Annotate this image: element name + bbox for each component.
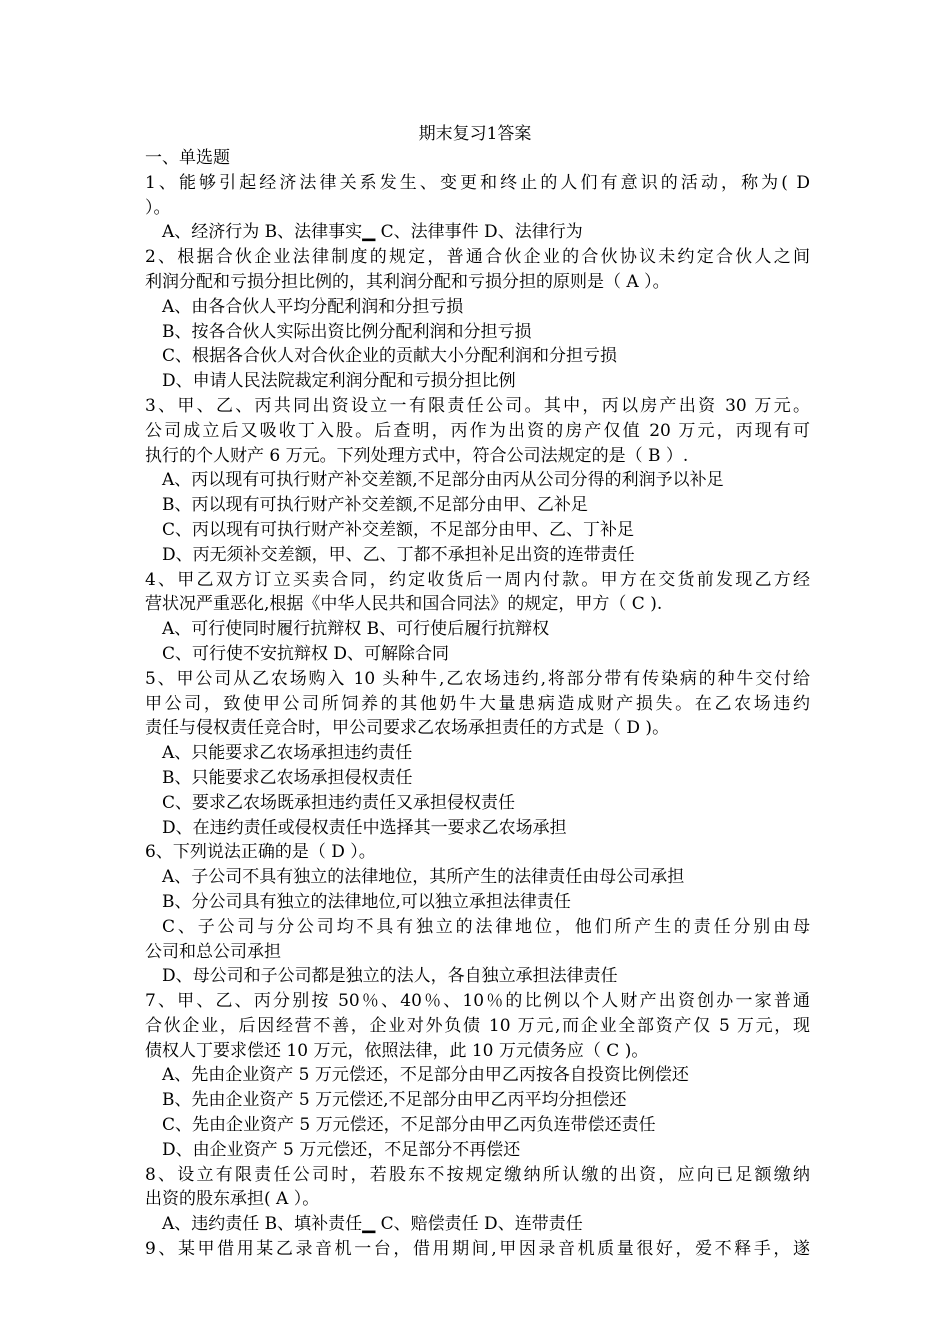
text-line: D、在违约责任或侵权责任中选择其一要求乙农场承担: [162, 817, 567, 838]
page-title: 期末复习1答案: [418, 124, 532, 144]
text-line: B、先由企业资产 5 万元偿还,不足部分由甲乙丙平均分担偿还: [162, 1090, 627, 1111]
text-line: A、先由企业资产 5 万元偿还，不足部分由甲乙丙按各自投资比例偿还: [162, 1065, 689, 1086]
text-line: C、可行使不安抗辩权 D、可解除合同: [162, 643, 450, 664]
text-line: 一、单选题: [145, 148, 230, 168]
text-line: D、申请人民法院裁定利润分配和亏损分担比例: [162, 371, 516, 392]
text-line: A、经济行为 B、法律事实▁ C、法律事件 D、法律行为: [162, 222, 583, 243]
text-line: 公司和总公司承担: [145, 941, 281, 962]
text-line: 6、下列说法正确的是（ D ）。: [145, 842, 376, 863]
text-line: D、母公司和子公司都是独立的法人，各自独立承担法律责任: [162, 966, 618, 987]
text-line: B、分公司具有独立的法律地位,可以独立承担法律责任: [162, 891, 571, 912]
text-line: C、要求乙农场既承担违约责任又承担侵权责任: [162, 792, 516, 813]
text-line: D、由企业资产 5 万元偿还，不足部分不再偿还: [162, 1139, 521, 1160]
text-line: 7、甲、乙、丙分别按 50％、40％、10％的比例以个人财产出资创办一家普通: [145, 991, 810, 1012]
text-line: 责任与侵权责任竞合时，甲公司要求乙农场承担责任的方式是（ D )。: [145, 718, 670, 739]
document-body: [145, 146, 810, 1262]
text-line: A、由各合伙人平均分配利润和分担亏损: [162, 296, 464, 317]
text-line: 4、甲乙双方订立买卖合同，约定收货后一周内付款。甲方在交货前发现乙方经: [145, 569, 810, 590]
text-line: C、丙以现有可执行财产补交差额，不足部分由甲、乙、丁补足: [162, 519, 635, 540]
text-line: B、丙以现有可执行财产补交差额,不足部分由甲、乙补足: [162, 495, 588, 516]
text-line: 1、能够引起经济法律关系发生、变更和终止的人们有意识的活动，称为( D: [145, 172, 810, 193]
text-line: A、子公司不具有独立的法律地位，其所产生的法律责任由母公司承担: [162, 867, 685, 888]
text-line: 5、甲公司从乙农场购入 10 头种牛,乙农场违约,将部分带有传染病的种牛交付给: [145, 668, 810, 689]
text-line: 2、根据合伙企业法律制度的规定，普通合伙企业的合伙协议未约定合伙人之间: [145, 247, 810, 268]
text-line: 公司成立后又吸收丁入股。后查明，丙作为出资的房产仅值 20 万元，丙现有可: [145, 420, 810, 441]
text-line: 出资的股东承担( A ）。: [145, 1189, 320, 1210]
text-line: C、子公司与分公司均不具有独立的法律地位，他们所产生的责任分别由母: [162, 916, 810, 937]
text-line: A、可行使同时履行抗辩权 B、可行使后履行抗辩权: [162, 619, 550, 640]
text-line: B、只能要求乙农场承担侵权责任: [162, 767, 413, 788]
text-line: 执行的个人财产 6 万元。下列处理方式中，符合公司法规定的是（ B ）.: [145, 445, 689, 466]
text-line: A、违约责任 B、填补责任▁ C、赔偿责任 D、连带责任: [162, 1214, 583, 1235]
text-line: A、只能要求乙农场承担违约责任: [162, 743, 413, 764]
text-line: 甲公司，致使甲公司所饲养的其他奶牛大量患病造成财产损失。在乙农场违约: [145, 693, 810, 714]
text-line: A、丙以现有可执行财产补交差额,不足部分由丙从公司分得的利润予以补足: [162, 470, 724, 491]
text-line: 合伙企业，后因经营不善，企业对外负债 10 万元,而企业全部资产仅 5 万元，现: [145, 1015, 810, 1036]
text-line: C、先由企业资产 5 万元偿还，不足部分由甲乙丙负连带偿还责任: [162, 1115, 656, 1136]
text-line: ）。: [145, 197, 171, 218]
text-line: 债权人丁要求偿还 10 万元，依照法律，此 10 万元债务应（ C )。: [145, 1040, 649, 1061]
text-line: C、根据各合伙人对合伙企业的贡献大小分配利润和分担亏损: [162, 346, 618, 367]
text-line: 利润分配和亏损分担比例的，其利润分配和亏损分担的原则是（ A ）。: [145, 271, 670, 292]
text-line: 营状况严重恶化,根据《中华人民共和国合同法》的规定，甲方（ C ).: [145, 594, 663, 615]
text-line: D、丙无须补交差额，甲、乙、丁都不承担补足出资的连带责任: [162, 544, 635, 565]
text-line: 3、甲、乙、丙共同出资设立一有限责任公司。其中，丙以房产出资 30 万元。: [145, 395, 810, 416]
text-line: 9、某甲借用某乙录音机一台，借用期间,甲因录音机质量很好，爱不释手，遂: [145, 1239, 810, 1260]
text-line: B、按各合伙人实际出资比例分配利润和分担亏损: [162, 321, 532, 342]
text-line: 8、设立有限责任公司时，若股东不按规定缴纳所认缴的出资，应向已足额缴纳: [145, 1164, 810, 1185]
